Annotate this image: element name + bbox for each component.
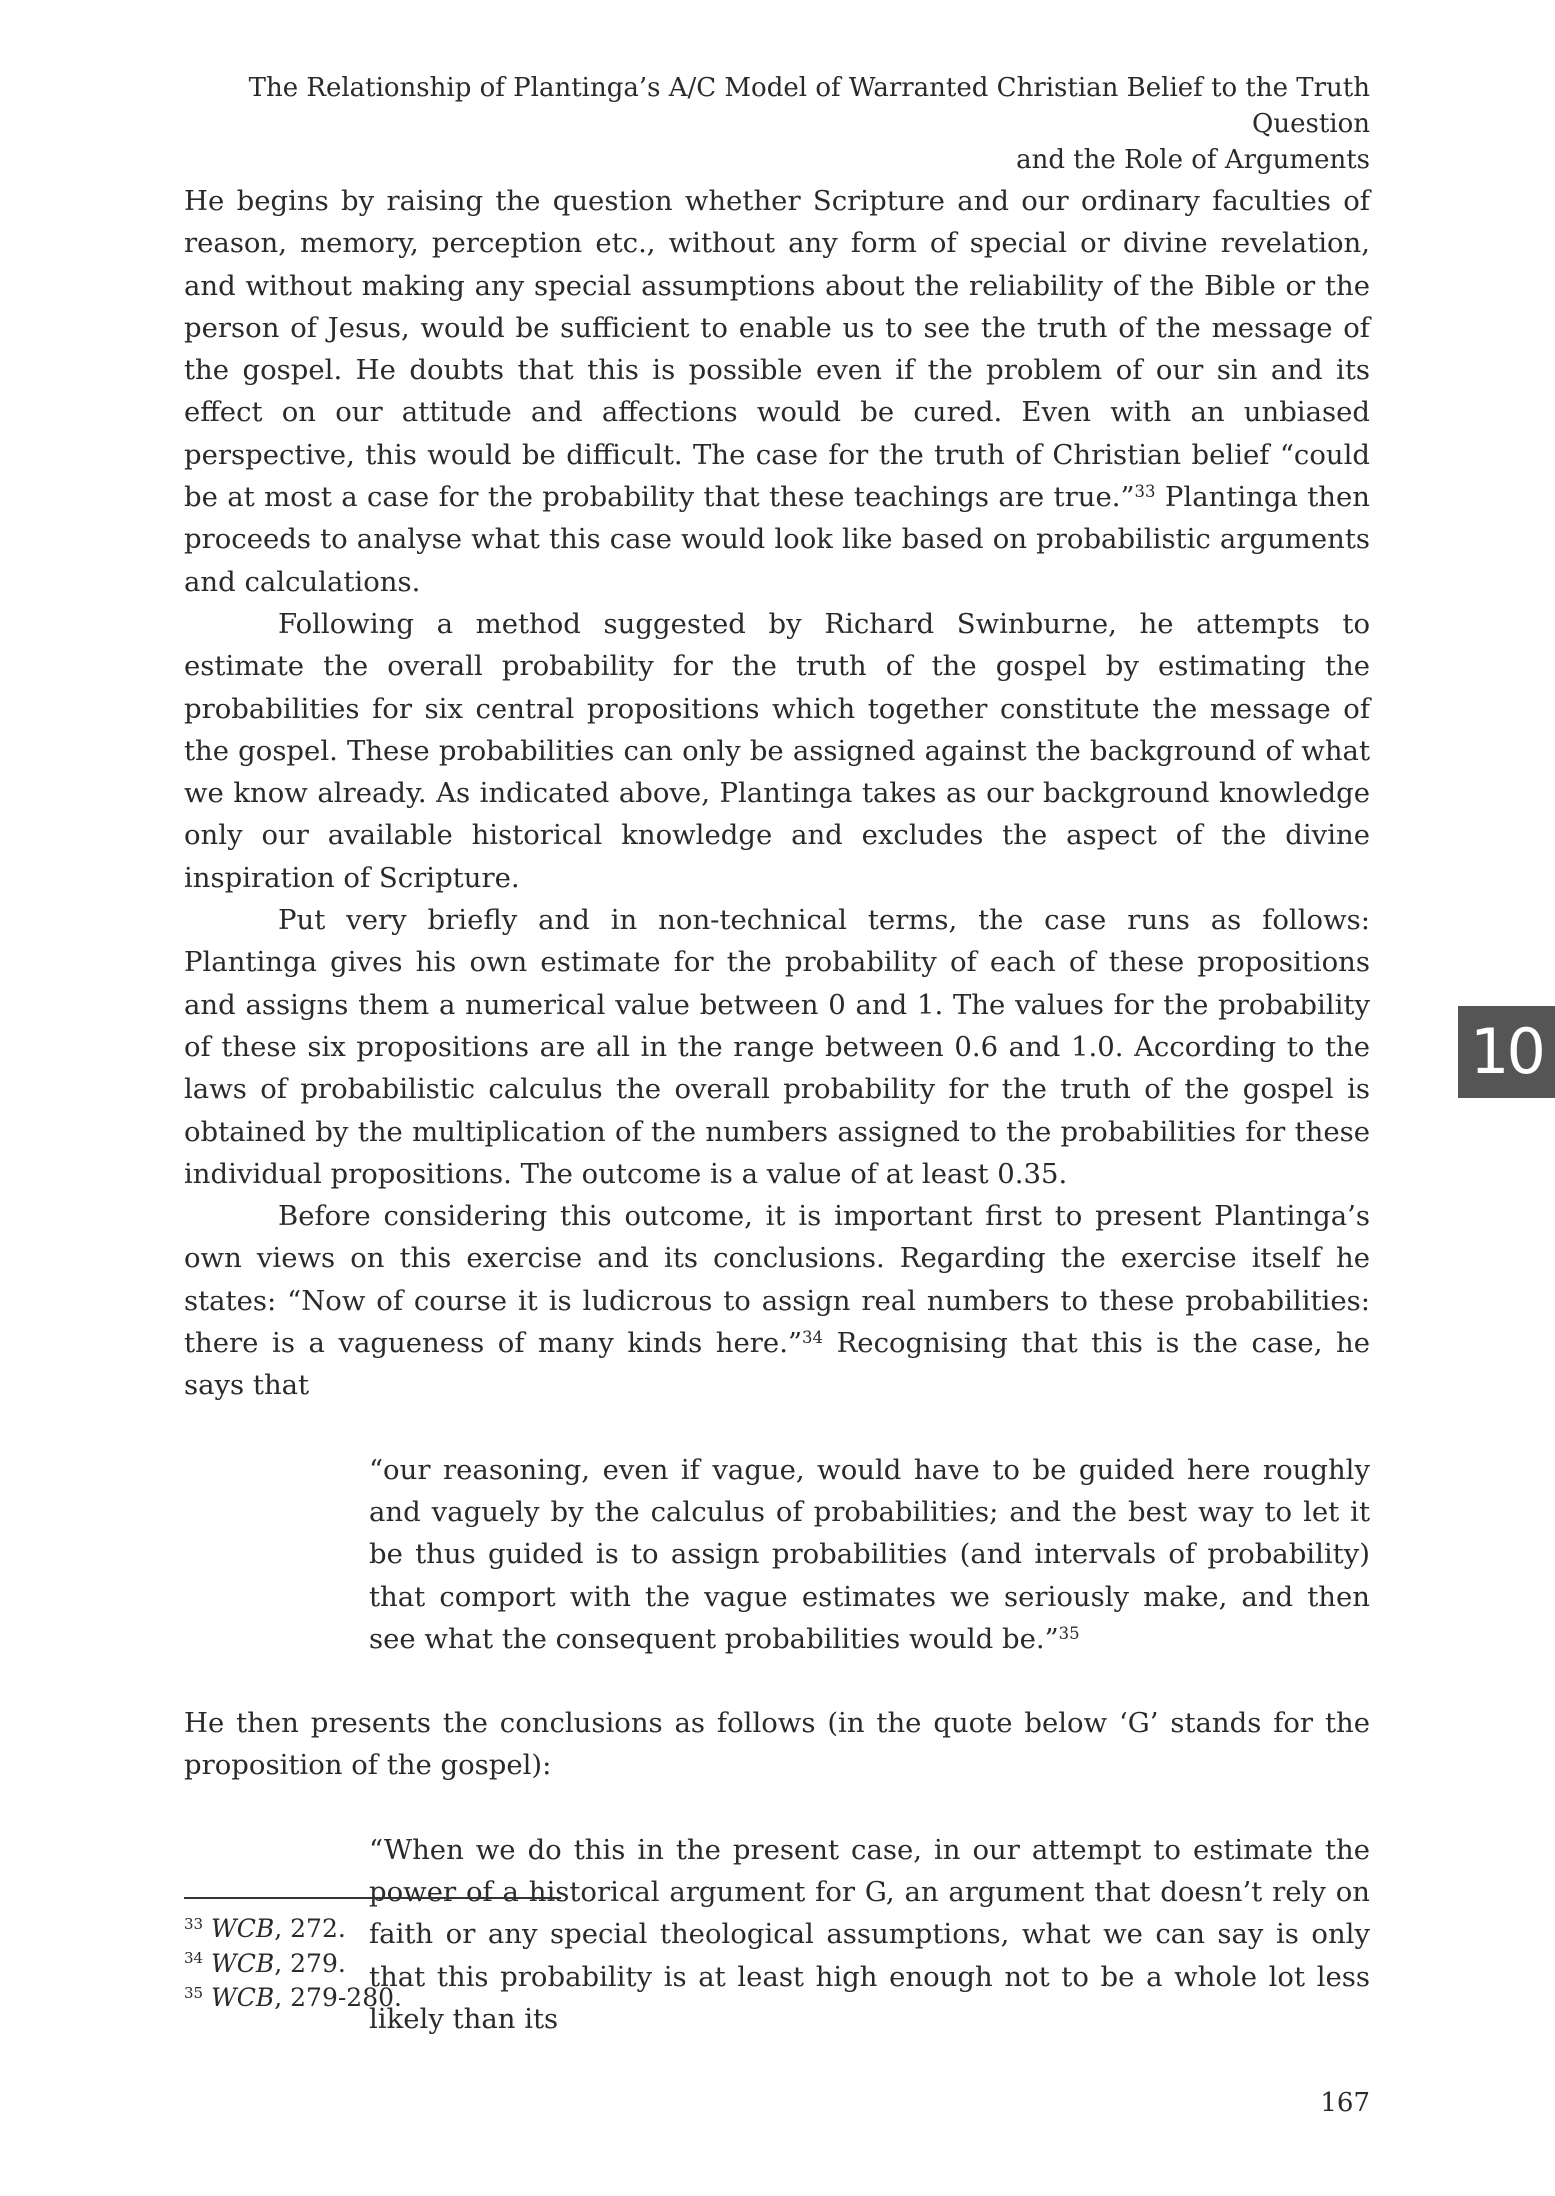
body-text: [184, 180, 1370, 2040]
running-head-line-1: The Relationship of Plantinga’s A/C Model of Warranted Christian Belief to the Truth Question: [248, 73, 1370, 139]
footnote-ref-34[interactable]: 34: [802, 1327, 824, 1347]
footnote-33: [184, 1912, 402, 1947]
footnote-34: [184, 1947, 402, 1982]
footnote-source: WCB: [211, 1948, 275, 1978]
footnote-number: 34: [184, 1949, 204, 1968]
running-head: [184, 70, 1370, 178]
paragraph-1-text-a: He begins by raising the question whether Scripture and our ordinary faculties of reason, memory, perception etc., without any form of special or divine revelation, and without making any special assumptions about the reliability of the Bible or the person of Jesus, would be sufficient to enable us to see the truth of the message of the gospel. He doubts that this is possible even if the problem of our sin and its effect on our attitude and affections would be cured. Even with an unbiased perspective, this would be difficult. The case for the truth of Christian belief “could be at most a case for the probability that these teachings are true.”: [184, 185, 1370, 514]
page-number: 167: [1320, 2088, 1370, 2118]
paragraph-4: [184, 1195, 1370, 1406]
paragraph-1: [184, 180, 1370, 603]
paragraph-2: Following a method suggested by Richard Swinburne, he attempts to estimate the overall probability for the truth of the gospel by estimating the probabilities for six central propositions which together constitute the message of the gospel. These probabilities can only be assigned against the background of what we know already. As indicated above, Plantinga takes as our background knowledge only our available historical knowledge and excludes the aspect of the divine inspiration of Scripture.: [184, 607, 1370, 894]
paragraph-4-text-b: Recognising that this is the case, he says that: [184, 1327, 1370, 1402]
footnote-ref-33[interactable]: 33: [1134, 482, 1156, 502]
footnote-pages: , 272.: [274, 1914, 346, 1943]
block-quote-2: “When we do this in the present case, in our attempt to estimate the power of a historical argument for G, an argument that doesn’t rely on faith or any special theological assumptions, what we can say is only that this probability is at least high enough not to be a whole lot less likely than its: [369, 1833, 1370, 2035]
footnote-divider: [184, 1897, 561, 1899]
footnote-pages: , 279.: [274, 1948, 346, 1978]
footnotes: [184, 1912, 402, 2016]
paragraph-3: Put very briefly and in non-technical terms, the case runs as follows: Plantinga gives his own estimate for the probability of each of these propositions and assigns them a numerical value between 0 and 1. The values for the probability of these six propositions are all in the range between 0.6 and 1.0. According to the laws of probabilistic calculus the overall probability for the truth of the gospel is obtained by the multiplication of the numbers assigned to the probabilities for these individual propositions. The outcome is a value of at least 0.35.: [184, 904, 1370, 1190]
block-quote-1: [369, 1449, 1370, 1660]
footnote-ref-35[interactable]: 35: [1058, 1623, 1080, 1643]
footnote-pages: , 279-280.: [274, 1983, 402, 2012]
footnote-number: 33: [184, 1914, 204, 1933]
footnote-35: [184, 1981, 402, 2016]
paragraph-4-text-a: Before considering this outcome, it is important first to present Plantinga’s own views on this exercise and its conclusions. Regarding the exercise itself he states: “Now of course it is ludicrous to assign real numbers to these probabilities: there is a vagueness of many kinds here.”: [184, 1200, 1370, 1360]
chapter-tab: 10: [1458, 1006, 1555, 1098]
running-head-line-2: and the Role of Arguments: [1016, 145, 1370, 175]
paragraph-1-text-b: Plantinga then proceeds to analyse what this case would look like based on probabilistic arguments and calculations.: [184, 481, 1370, 598]
footnote-number: 35: [184, 1983, 204, 2002]
footnote-source: WCB: [211, 1914, 275, 1943]
paragraph-5: He then presents the conclusions as follows (in the quote below ‘G’ stands for the proposition of the gospel):: [184, 1707, 1370, 1782]
footnote-source: WCB: [211, 1983, 275, 2012]
block-quote-1-text: “our reasoning, even if vague, would have to be guided here roughly and vaguely by the calculus of probabilities; and the best way to let it be thus guided is to assign probabilities (and intervals of probability) that comport with the vague estimates we seriously make, and then see what the consequent probabilities would be.”: [369, 1453, 1370, 1655]
